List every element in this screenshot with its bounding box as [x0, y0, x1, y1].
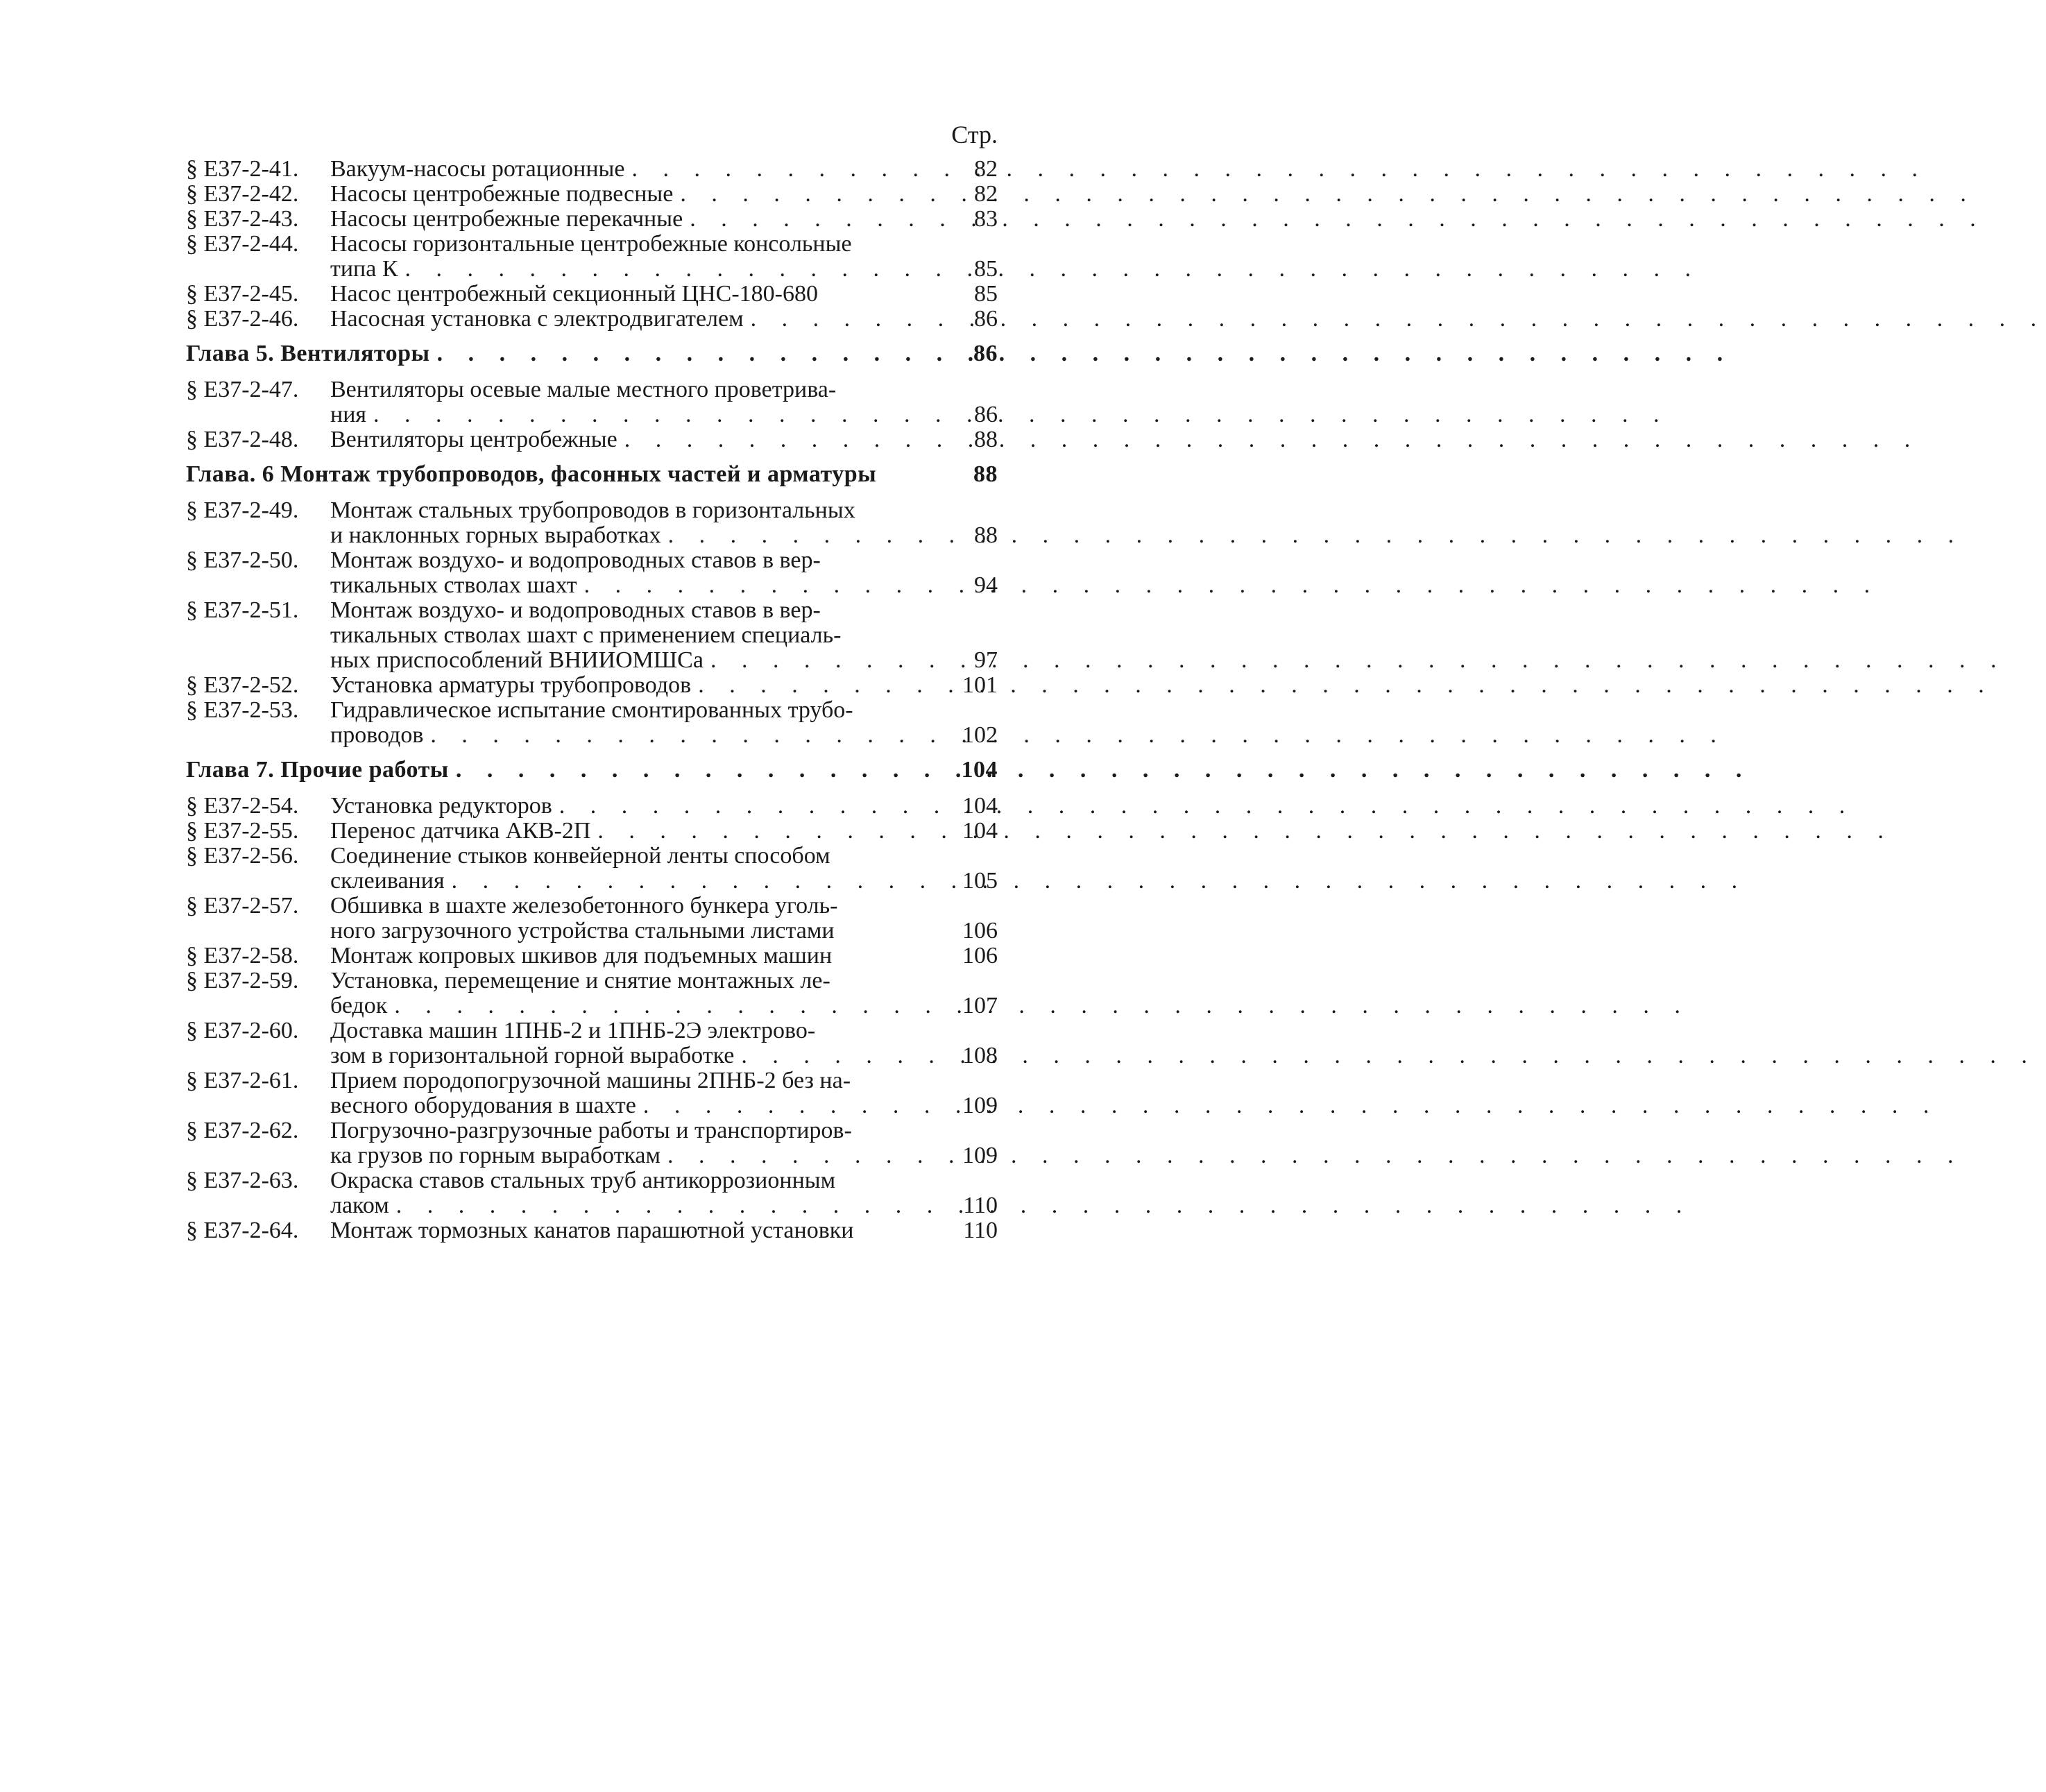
- entry-title-line: Монтаж воздухо- и водопроводных ставов в вер-: [330, 547, 821, 573]
- chapter-heading: [186, 341, 1012, 366]
- entry-title-line: ка грузов по горным выработкам: [330, 1143, 661, 1168]
- toc-entry: [186, 1018, 1012, 1068]
- entry-title-line: ния: [330, 402, 367, 427]
- section-number: § Е37-2-48.: [186, 427, 299, 452]
- toc-entry: [186, 894, 1012, 944]
- entry-title-line: Монтаж копровых шкивов для подъемных машин: [330, 943, 833, 968]
- entry-title-line: и наклонных горных выработках: [330, 522, 661, 548]
- toc-entry: [186, 1118, 1012, 1168]
- entry-title-line: лаком: [330, 1193, 389, 1218]
- toc-entry: [186, 232, 1012, 282]
- section-number: § Е37-2-55.: [186, 818, 299, 844]
- dot-leader: [423, 723, 1726, 748]
- entry-title-line: Насосы центробежные перекачные: [330, 206, 683, 232]
- entry-title-line: Вентиляторы центробежные: [330, 427, 617, 452]
- section-number: § Е37-2-56.: [186, 843, 299, 869]
- section-number: § Е37-2-58.: [186, 943, 299, 968]
- dot-leader: [734, 1043, 2037, 1068]
- toc-entry: [186, 794, 1012, 819]
- dot-leader: [449, 758, 1752, 783]
- section-number: § Е37-2-60.: [186, 1018, 299, 1043]
- toc-entry: [186, 377, 1012, 427]
- section-number: § Е37-2-63.: [186, 1168, 299, 1193]
- page-number: 88: [974, 427, 998, 452]
- page-number: 85: [974, 281, 998, 307]
- section-number: § Е37-2-43.: [186, 206, 299, 232]
- chapter-title: Глава. 6 Монтаж трубопроводов, фасонных частей и арматуры: [186, 461, 877, 487]
- dot-leader: [430, 341, 1733, 366]
- dot-leader: [577, 573, 1880, 598]
- section-number: § Е37-2-64.: [186, 1218, 299, 1243]
- entry-title-line: Насос центробежный секционный ЦНС-180-680: [330, 281, 818, 307]
- toc-entry: [186, 844, 1012, 894]
- section-number: § Е37-2-46.: [186, 306, 299, 332]
- page-number: 102: [962, 722, 998, 748]
- entry-title-line: тикальных стволах шахт с применением специаль-: [330, 622, 842, 648]
- page-number: 86: [974, 402, 998, 427]
- toc-entry: [186, 157, 1012, 182]
- dot-leader: [661, 523, 1964, 548]
- entry-title-line: проводов: [330, 722, 424, 748]
- entry-title-line: Установка арматуры трубопроводов: [330, 672, 692, 698]
- entry-title-line: Насосная установка с электродвигателем: [330, 306, 744, 332]
- dot-leader: [387, 993, 1690, 1018]
- entry-title-line: Перенос датчика АКВ-2П: [330, 818, 591, 844]
- page-column-header: [186, 117, 1012, 157]
- section-number: § Е37-2-50.: [186, 547, 299, 573]
- entry-title-line: Монтаж воздухо- и водопроводных ставов в вер-: [330, 597, 821, 623]
- section-number: § Е37-2-47.: [186, 377, 299, 402]
- dot-leader: [625, 157, 1928, 182]
- toc-entry: [186, 548, 1012, 598]
- page-number: 109: [962, 1093, 998, 1118]
- page-number: 104: [961, 757, 998, 783]
- toc-entry: [186, 819, 1012, 844]
- entry-title-line: бедок: [330, 993, 388, 1018]
- entry-title-line: Обшивка в шахте железобетонного бункера уголь-: [330, 893, 838, 919]
- toc-entry: [186, 207, 1012, 232]
- chapter-heading: [186, 462, 1012, 487]
- section-number: § Е37-2-59.: [186, 968, 299, 993]
- entry-title-line: Прием породопогрузочной машины 2ПНБ-2 без на-: [330, 1068, 851, 1093]
- page-number: 109: [962, 1143, 998, 1168]
- entry-title-line: Монтаж стальных трубопроводов в горизонтальных: [330, 497, 855, 523]
- page-number: 82: [974, 156, 998, 182]
- toc-entry: [186, 698, 1012, 748]
- page-column-label: Стр.: [951, 121, 998, 148]
- entry-title-line: тикальных стволах шахт: [330, 572, 577, 598]
- page-number: 82: [974, 181, 998, 207]
- toc-entry: [186, 427, 1012, 452]
- section-number: § Е37-2-53.: [186, 697, 299, 723]
- dot-leader: [389, 1193, 1692, 1218]
- entry-title-line: Монтаж тормозных канатов парашютной установки: [330, 1218, 854, 1243]
- chapter-title: Глава 7. Прочие работы: [186, 757, 449, 783]
- entry-title-line: Окраска ставов стальных труб антикоррозионным: [330, 1168, 836, 1193]
- dot-leader: [673, 182, 1976, 207]
- page-number: 110: [963, 1193, 998, 1218]
- toc-entry: [186, 1068, 1012, 1118]
- entry-title-line: Доставка машин 1ПНБ-2 и 1ПНБ-2Э электрово-: [330, 1018, 816, 1043]
- page-number: 106: [962, 918, 998, 944]
- entry-title-line: типа К: [330, 256, 398, 282]
- page-number: 86: [974, 306, 998, 332]
- toc-entry: [186, 598, 1012, 673]
- page-number: 85: [974, 256, 998, 282]
- toc-entry: [186, 1218, 1012, 1243]
- page-number: 101: [962, 672, 998, 698]
- page-number: 97: [974, 647, 998, 673]
- entry-title-line: ных приспособлений ВНИИОМШСа: [330, 647, 704, 673]
- dot-leader: [636, 1093, 1939, 1118]
- table-of-contents: [186, 117, 1012, 1243]
- entry-title-line: Установка редукторов: [330, 793, 552, 819]
- dot-leader: [366, 402, 1669, 427]
- toc-rows: [186, 157, 1012, 1243]
- entry-title-line: Насосы горизонтальные центробежные консольные: [330, 231, 852, 257]
- section-number: § Е37-2-44.: [186, 231, 299, 257]
- page-number: 83: [974, 206, 998, 232]
- page-number: 110: [963, 1218, 998, 1243]
- dot-leader: [683, 207, 1986, 232]
- entry-title-line: склеивания: [330, 868, 445, 894]
- section-number: § Е37-2-51.: [186, 597, 299, 623]
- chapter-title: Глава 5. Вентиляторы: [186, 341, 430, 366]
- section-number: § Е37-2-45.: [186, 281, 299, 307]
- section-number: § Е37-2-49.: [186, 497, 299, 523]
- page-number: 88: [973, 461, 998, 487]
- dot-leader: [704, 648, 2006, 673]
- dot-leader: [445, 869, 1748, 894]
- entry-title-line: Насосы центробежные подвесные: [330, 181, 674, 207]
- toc-entry: [186, 498, 1012, 548]
- page-number: 86: [973, 341, 998, 366]
- chapter-heading: [186, 758, 1012, 783]
- section-number: § Е37-2-41.: [186, 156, 299, 182]
- toc-entry: [186, 673, 1012, 698]
- page-number: 105: [962, 868, 998, 894]
- toc-entry: [186, 307, 1012, 332]
- toc-entry: [186, 282, 1012, 307]
- section-number: § Е37-2-42.: [186, 181, 299, 207]
- entry-title-line: Вентиляторы осевые малые местного проветрива-: [330, 377, 837, 402]
- page-number: 108: [962, 1043, 998, 1068]
- entry-title-line: Гидравлическое испытание смонтированных трубо-: [330, 697, 853, 723]
- toc-entry: [186, 944, 1012, 968]
- dot-leader: [552, 794, 1855, 819]
- section-number: § Е37-2-57.: [186, 893, 299, 919]
- dot-leader: [617, 427, 1920, 452]
- toc-entry: [186, 182, 1012, 207]
- page-number: 107: [962, 993, 998, 1018]
- page-number: 104: [962, 793, 998, 819]
- section-number: § Е37-2-61.: [186, 1068, 299, 1093]
- section-number: § Е37-2-62.: [186, 1118, 299, 1143]
- page-number: 88: [974, 522, 998, 548]
- entry-title-line: ного загрузочного устройства стальными листами: [330, 918, 835, 944]
- page-number: 94: [974, 572, 998, 598]
- toc-entry: [186, 1168, 1012, 1218]
- entry-title-line: Соединение стыков конвейерной ленты способом: [330, 843, 830, 869]
- page-number: 106: [962, 943, 998, 968]
- entry-title-line: зом в горизонтальной горной выработке: [330, 1043, 735, 1068]
- toc-entry: [186, 968, 1012, 1018]
- entry-title-line: Вакуум-насосы ротационные: [330, 156, 625, 182]
- entry-title-line: Погрузочно-разгрузочные работы и транспортиров-: [330, 1118, 852, 1143]
- section-number: § Е37-2-52.: [186, 672, 299, 698]
- section-number: § Е37-2-54.: [186, 793, 299, 819]
- entry-title-line: весного оборудования в шахте: [330, 1093, 636, 1118]
- dot-leader: [660, 1143, 1963, 1168]
- entry-title-line: Установка, перемещение и снятие монтажных ле-: [330, 968, 830, 993]
- dot-leader: [398, 257, 1701, 282]
- page-number: 104: [962, 818, 998, 844]
- dot-leader: [590, 819, 1893, 844]
- dot-leader: [691, 673, 1994, 698]
